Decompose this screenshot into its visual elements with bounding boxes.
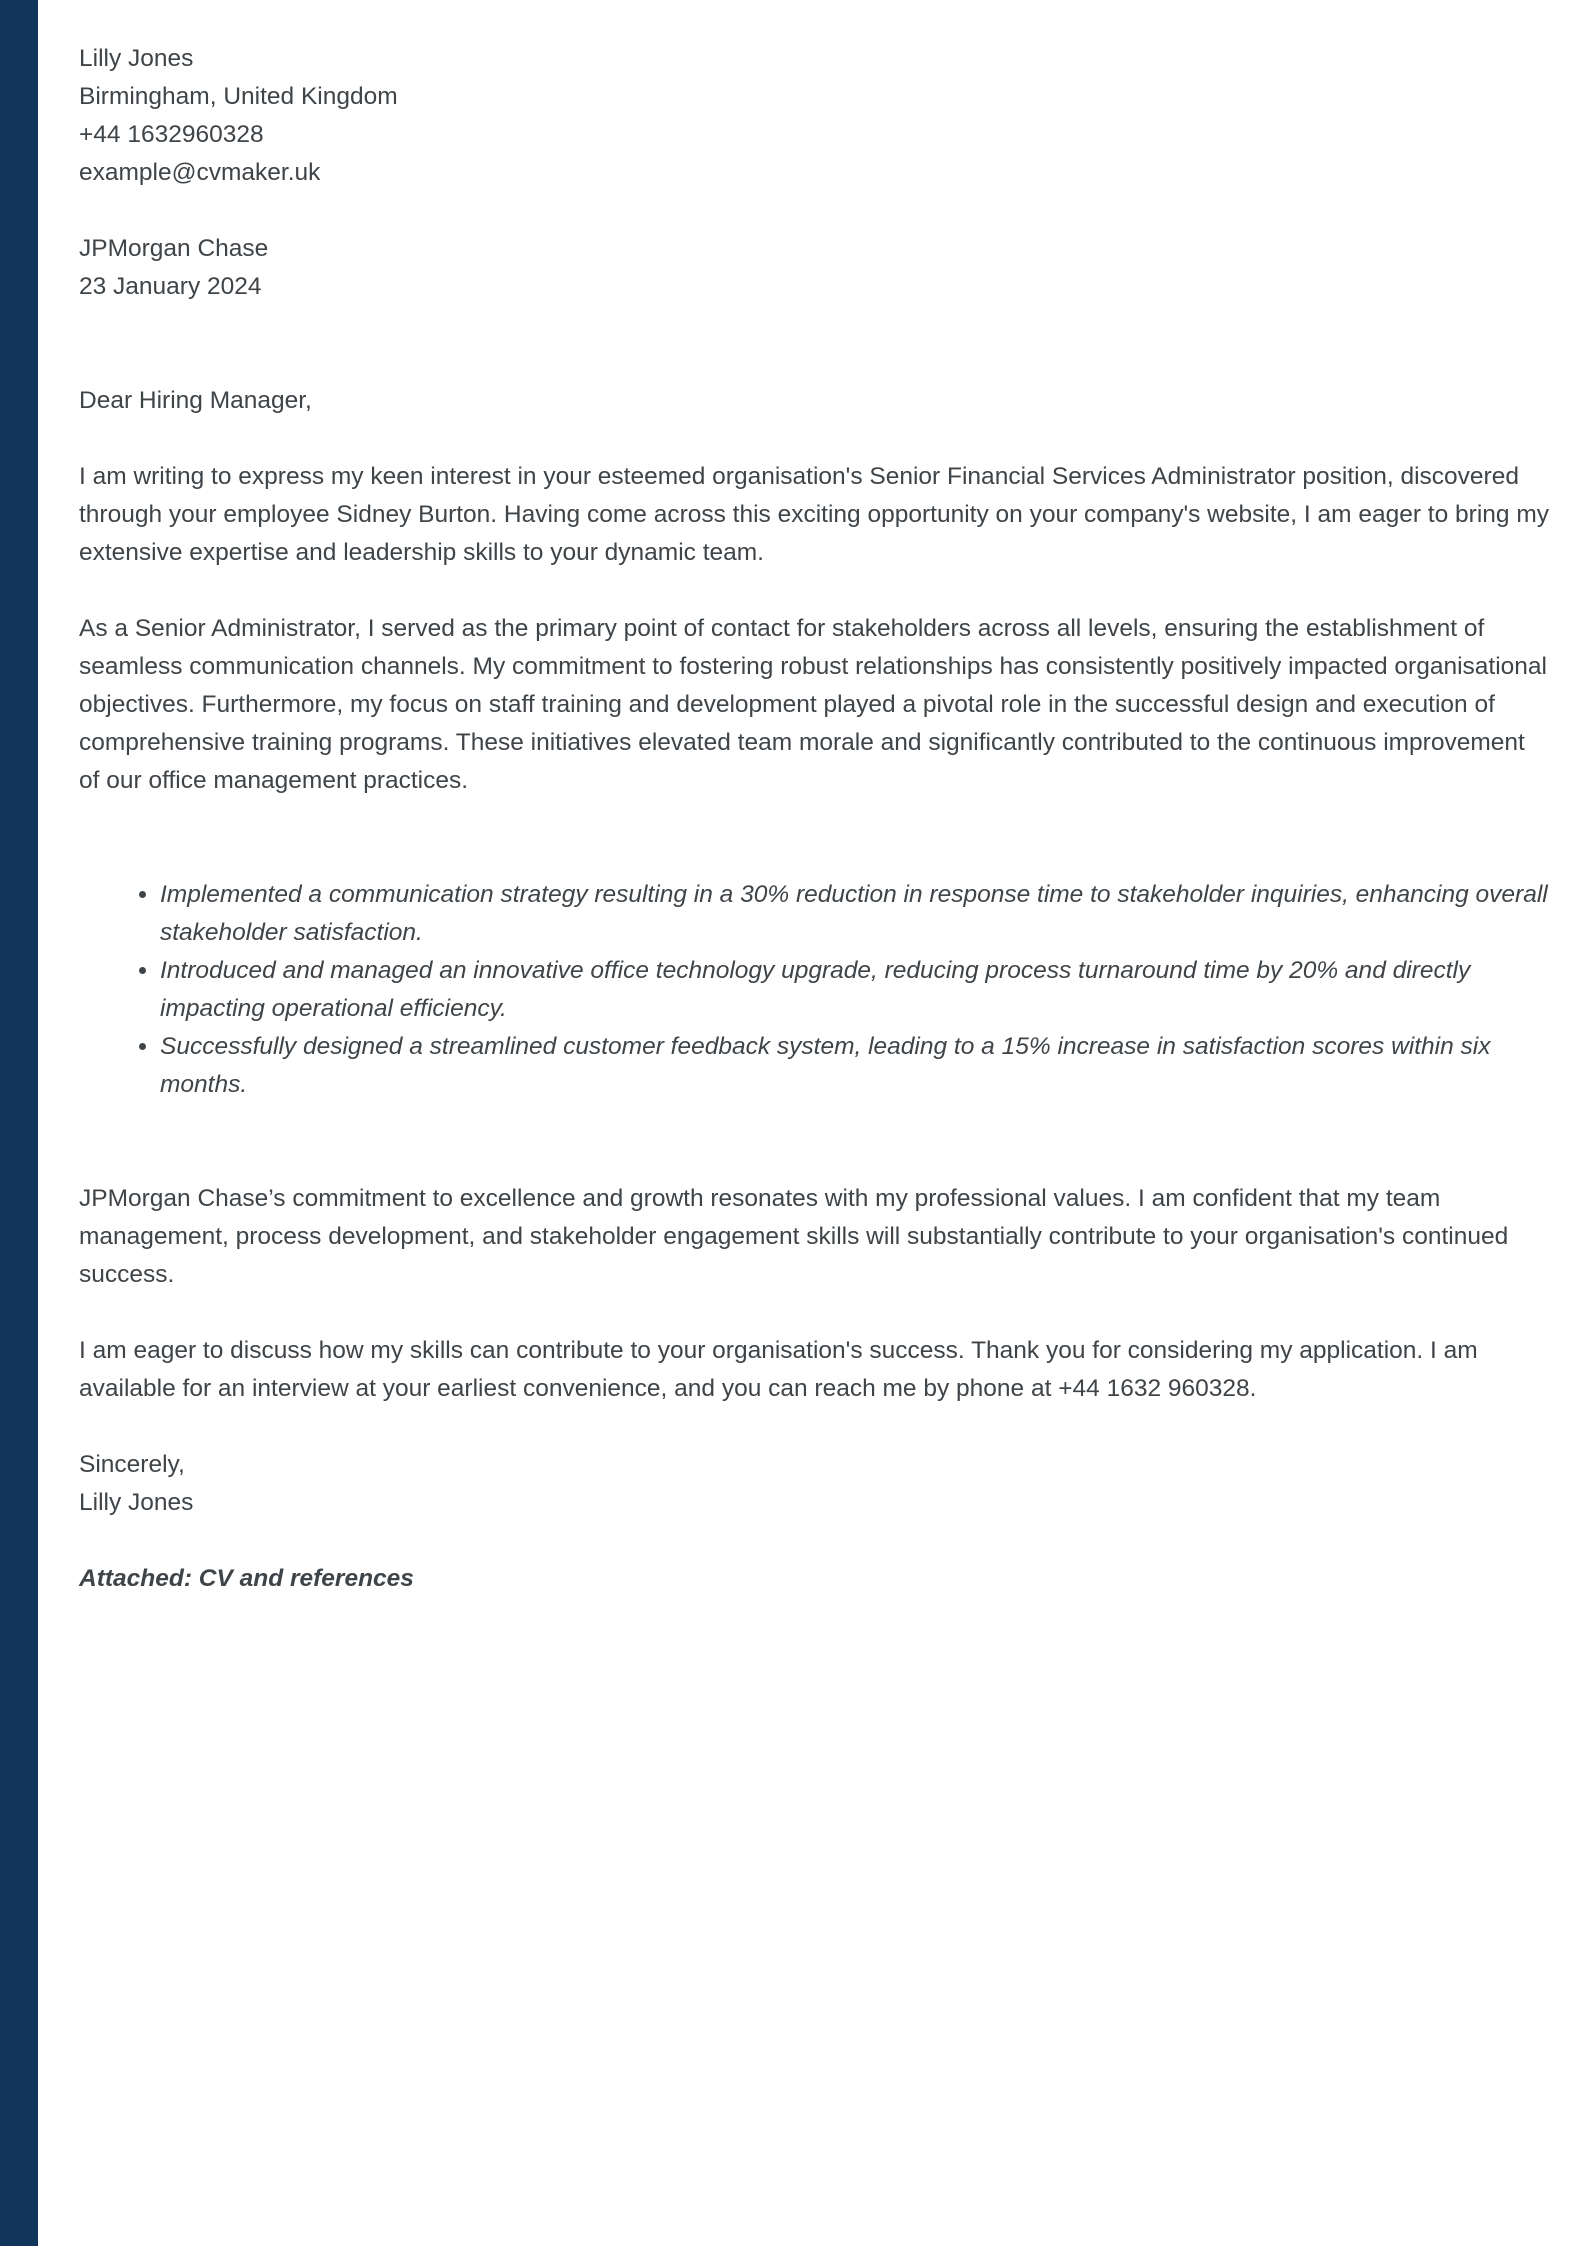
achievements-list [79,876,1549,1104]
left-accent-bar [0,0,38,2246]
sender-location: Birmingham, United Kingdom [79,83,398,110]
sender-name: Lilly Jones [79,45,194,72]
salutation: Dear Hiring Manager, [79,387,312,414]
recipient-block [79,230,1549,306]
sender-phone: +44 1632960328 [79,121,264,148]
letter-date: 23 January 2024 [79,273,262,300]
body-paragraph-values: JPMorgan Chase’s commitment to excellence and growth resonates with my professional values. I am confident that my team management, process development, and stakeholder engagement skills will substantially contribute to your organisation's continued success. [79,1185,1509,1288]
sender-email: example@cvmaker.uk [79,159,321,186]
signoff-closing: Sincerely, [79,1451,185,1478]
recipient-company: JPMorgan Chase [79,235,269,262]
cover-letter [79,40,1549,1598]
achievement-item: • Introduced and managed an innovative office technology upgrade, reducing process turnaround time by 20% and directly impacting operational efficiency. [160,952,1549,1028]
achievement-item: • Successfully designed a streamlined customer feedback system, leading to a 15% increase in satisfaction scores within six months. [160,1028,1549,1104]
signoff-name: Lilly Jones [79,1489,194,1516]
body-paragraph-experience: As a Senior Administrator, I served as the primary point of contact for stakeholders across all levels, ensuring the establishment of seamless communication channels. My commitment to fostering robust relationships has consistently positively impacted organisational objectives. Furthermore, my focus on staff training and development played a pivotal role in the successful design and execution of comprehensive training programs. These initiatives elevated team morale and significantly contributed to the continuous improvement of our office management practices. [79,615,1547,794]
body-paragraph-intro: I am writing to express my keen interest in your esteemed organisation's Senior Financial Services Administrator position, discovered through your employee Sidney Burton. Having come across this exciting opportunity on your company's website, I am eager to bring my extensive expertise and leadership skills to your dynamic team. [79,463,1549,566]
sender-block [79,40,1549,192]
achievement-item: • Implemented a communication strategy resulting in a 30% reduction in response time to stakeholder inquiries, enhancing overall stakeholder satisfaction. [160,876,1549,952]
attachment-note: Attached: CV and references [79,1565,414,1592]
signoff-block [79,1446,1549,1522]
body-paragraph-contact: I am eager to discuss how my skills can contribute to your organisation's success. Thank you for considering my application. I am available for an interview at your earliest convenience, and you can reach me by phone at +44 1632 960328. [79,1337,1478,1402]
